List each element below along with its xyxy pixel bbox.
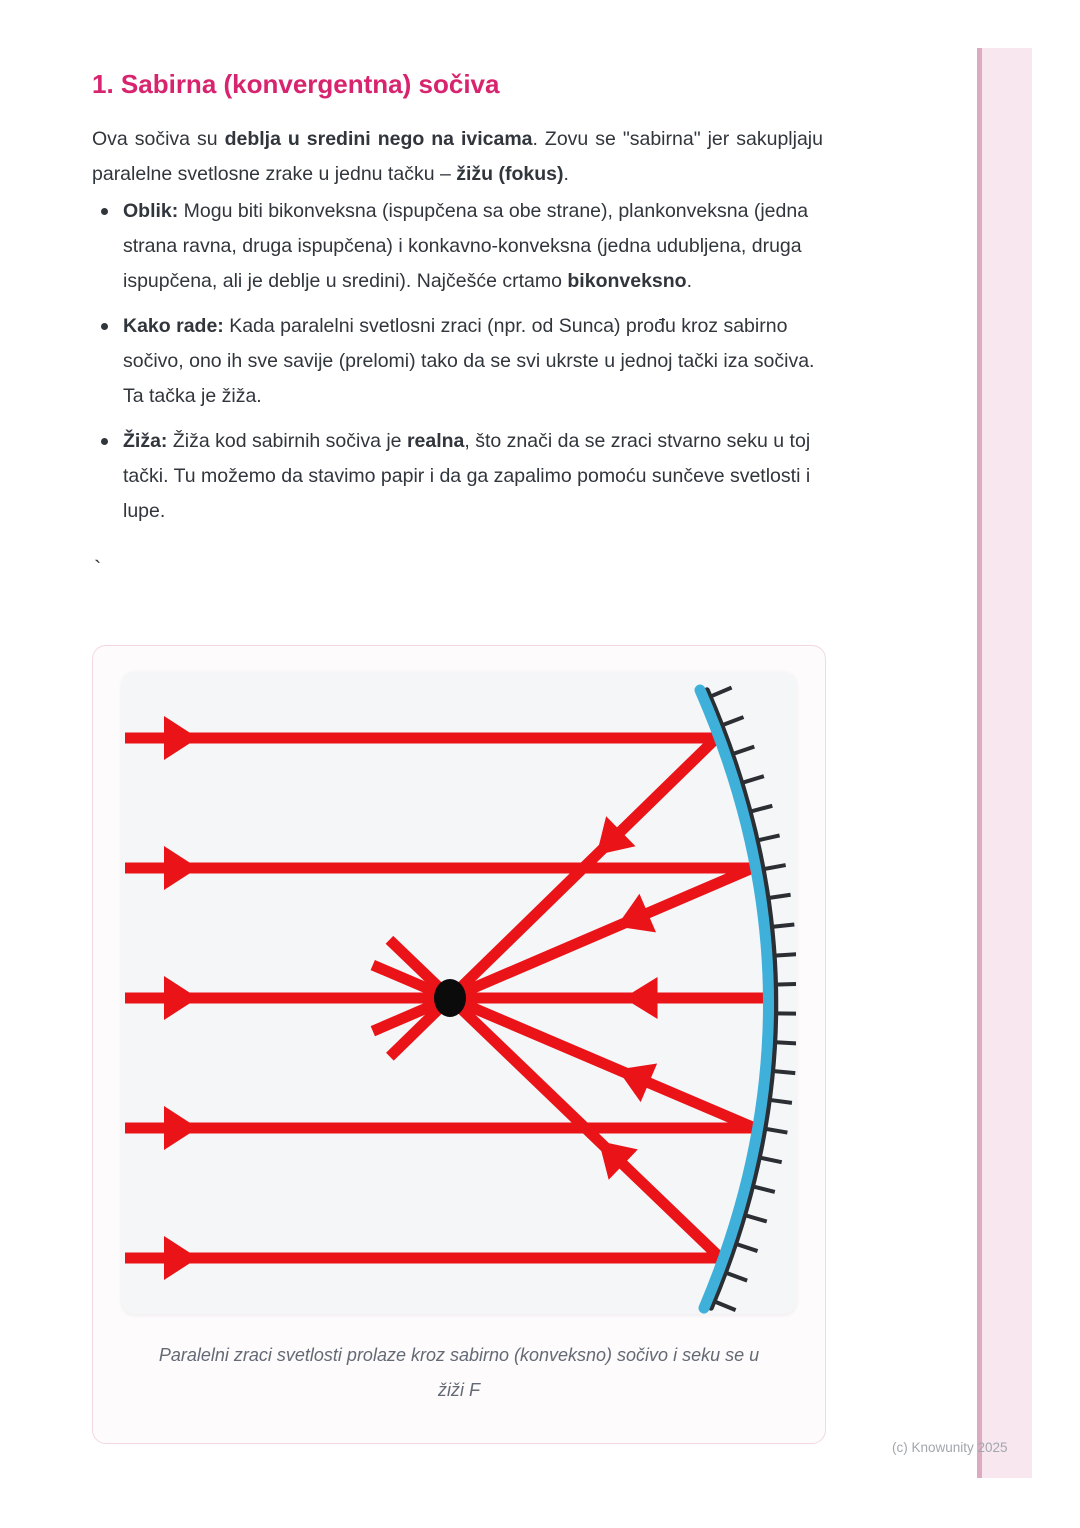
- figure-caption-line: Paralelni zraci svetlosti prolaze kroz sabirno (konveksno) sočivo i seku se u: [158, 1345, 760, 1365]
- ray-arrowhead: [164, 976, 198, 1020]
- ray-arrowhead: [164, 846, 198, 890]
- decorative-side-stripe: [977, 48, 1032, 1478]
- stray-backtick-char: `: [94, 556, 102, 581]
- figure-panel: [122, 672, 796, 1314]
- mirror-hatch-mark: [758, 1157, 781, 1162]
- mirror-hatch-mark: [773, 1042, 796, 1043]
- ray-arrowhead: [164, 1236, 198, 1280]
- list-item-text: Kako rade: Kada paralelni svetlosni zraci (npr. od Sunca) prođu kroz sabirno sočivo, ono ih sve savije (prelomi) tako da se svi ukrste u jednoj tački iza sočiva. Ta tačka je žiža.: [123, 315, 815, 407]
- mirror-hatch-mark: [713, 1301, 735, 1310]
- figure-caption: [93, 1338, 825, 1408]
- ray-arrowhead: [164, 1106, 198, 1150]
- mirror-hatch-mark: [770, 924, 794, 927]
- bullet-list: [92, 194, 828, 539]
- ray-arrowhead: [624, 977, 658, 1019]
- figure-card: [92, 645, 826, 1444]
- mirror-hatch-mark: [764, 1128, 788, 1132]
- list-item: [92, 309, 828, 414]
- bullet-dot: [101, 323, 108, 330]
- mirror-hatch-mark: [771, 1071, 795, 1073]
- mirror-hatch-mark: [752, 1186, 775, 1192]
- mirror-hatch-mark: [725, 1272, 747, 1280]
- list-item-text: Oblik: Mogu biti bikonveksna (ispupčena sa obe strane), plankonveksna (jedna strana ravna, druga ispupčena) i konkavno-konveksna (jedna udubljena, druga ispupčena, ali je deblje u sredini). Najčešće crtamo bikonveksno.: [123, 200, 809, 292]
- mirror-hatch-mark: [749, 806, 772, 812]
- page-title: 1. Sabirna (konvergentna) sočiva: [92, 69, 500, 100]
- mirror-hatch-mark: [762, 865, 786, 869]
- bullet-dot: [101, 438, 108, 445]
- mirror-hatch-mark: [773, 954, 796, 956]
- converging-rays-diagram: [122, 672, 796, 1314]
- mirror-hatch-mark: [774, 984, 796, 985]
- mirror-hatch-mark: [744, 1215, 767, 1222]
- bullet-dot: [101, 208, 108, 215]
- mirror-hatch-mark: [767, 895, 791, 898]
- mirror-hatch-mark: [732, 747, 755, 755]
- mirror-hatch-mark: [741, 776, 764, 783]
- ray-arrowhead: [164, 716, 198, 760]
- list-item: [92, 424, 828, 529]
- mirror-hatch-mark: [710, 688, 732, 697]
- focal-point-dot: [434, 979, 466, 1017]
- figure-caption-line: žiži F: [438, 1380, 480, 1400]
- list-item-text: Žiža: Žiža kod sabirnih sočiva je realna, što znači da se zraci stvarno seku u toj tački. Tu možemo da stavimo papir i da ga zapalimo pomoću sunčeve svetlosti i lupe.: [123, 430, 811, 522]
- mirror-hatch-mark: [768, 1100, 792, 1103]
- mirror-hatch-mark: [721, 717, 743, 726]
- copyright-text: (c) Knowunity 2025: [892, 1440, 1008, 1455]
- mirror-hatch-mark: [735, 1244, 758, 1252]
- intro-paragraph: Ova sočiva su deblja u sredini nego na ivicama. Zovu se "sabirna" jer sakupljaju paralelne svetlosne zrake u jednu tačku – žižu (fokus).: [92, 127, 823, 185]
- mirror-hatch-mark: [756, 835, 779, 840]
- list-item: [92, 194, 828, 299]
